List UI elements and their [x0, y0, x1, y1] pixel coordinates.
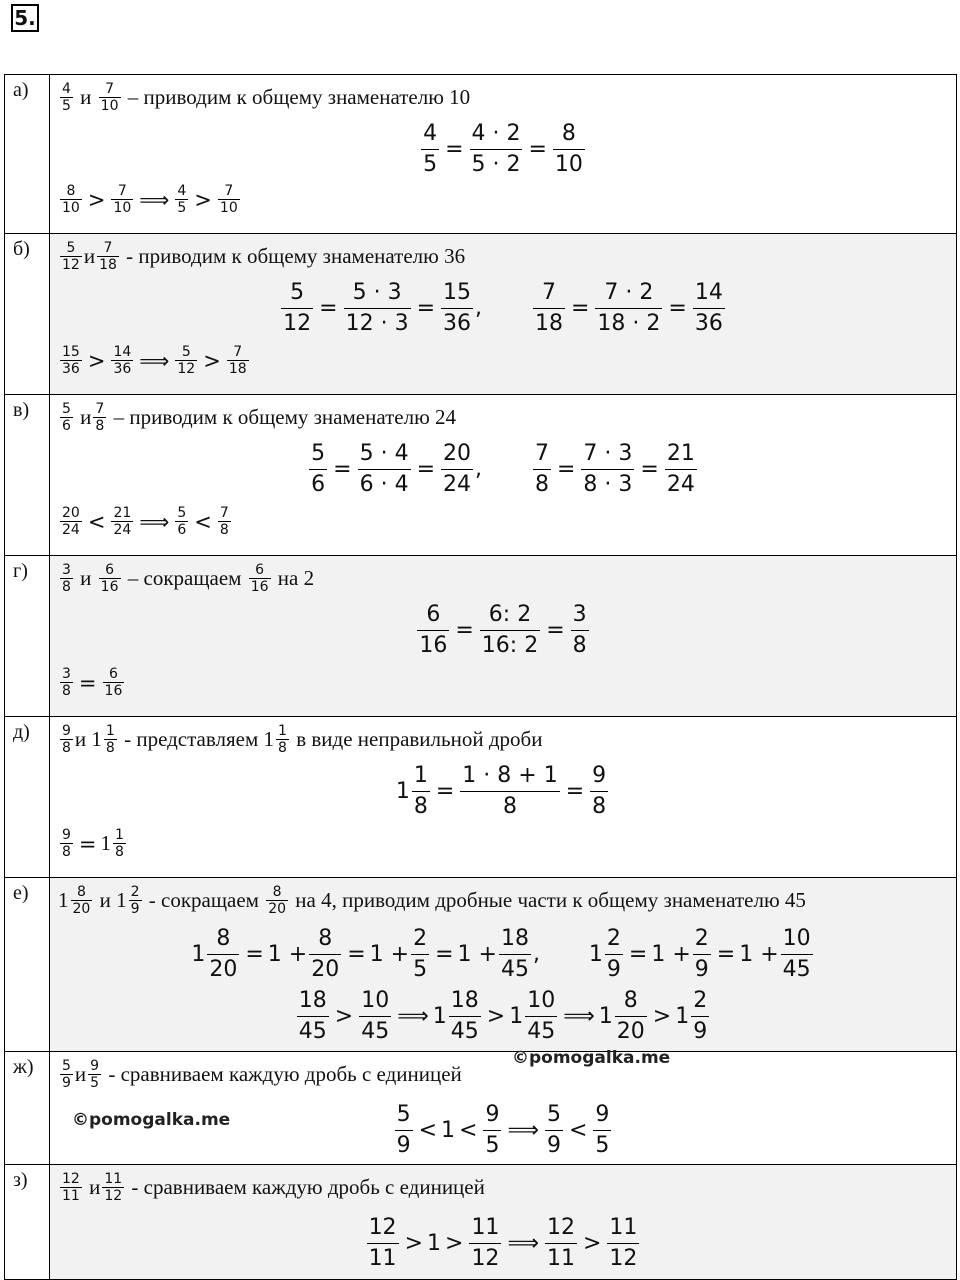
answer-line: $\frac{3}{8}$ = $\frac{6}{16}$	[62, 666, 123, 699]
row-e	[5, 878, 957, 1052]
answer-line: $\frac{20}{24}$ < $\frac{21}{24}$ ⟹ $\frac{5}{6}$ < $\frac{7}{8}$	[62, 505, 229, 538]
row-v	[5, 395, 957, 556]
row-d	[5, 717, 957, 878]
row-label: ж)	[5, 1052, 50, 1165]
row-label: з)	[5, 1165, 50, 1280]
solution-table	[4, 74, 957, 1280]
task-number: 5.	[11, 4, 39, 32]
problem-line: $\frac{9}{8}$ и 1 $\frac{1}{8}$ - представляем 1 $\frac{1}{8}$ в виде неправильной дроби	[62, 723, 543, 756]
calculation: $\frac{5}{6}$ = $\frac{5 \cdot 4}{6 \cdot 4}$ = $\frac{20}{24}$ , $\frac{7}{8}$ = $\frac{7 \cdot 3}{8 \cdot 3}$ = $\frac{21}{24}$	[311, 441, 695, 497]
answer-line: $\frac{9}{8}$ = 1 $\frac{1}{8}$	[62, 827, 124, 860]
problem-line: 1 $\frac{8}{20}$ и 1 $\frac{2}{9}$ - сокращаем $\frac{8}{20}$ на 4, приводим дробные части к общему знаменателю 45	[58, 884, 806, 917]
watermark: ©pomogalka.me	[512, 1048, 671, 1068]
problem-line: $\frac{3}{8}$ и $\frac{6}{16}$ – сокращаем $\frac{6}{16}$ на 2	[62, 562, 315, 595]
row-label: д)	[5, 717, 50, 878]
row-label: г)	[5, 556, 50, 717]
row-g	[5, 556, 957, 717]
watermark: ©pomogalka.me	[72, 1110, 231, 1130]
answer-line: $\frac{12}{11}$ > 1 > $\frac{11}{12}$ ⟹ $\frac{12}{11}$ > $\frac{11}{12}$	[368, 1215, 638, 1271]
row-a	[5, 75, 957, 234]
answer-line: $\frac{8}{10}$ > $\frac{7}{10}$ ⟹ $\frac{4}{5}$ > $\frac{7}{10}$	[62, 183, 238, 216]
calculation: $\frac{5}{12}$ = $\frac{5 \cdot 3}{12 \cdot 3}$ = $\frac{15}{36}$ , $\frac{7}{18}$ = $\frac{7 \cdot 2}{18 \cdot 2}$ = $\frac{14}{36}$	[283, 280, 723, 336]
row-zh	[5, 1052, 957, 1165]
row-b	[5, 234, 957, 395]
problem-line: $\frac{4}{5}$ и $\frac{7}{10}$ – приводим к общему знаменателю 10	[62, 81, 471, 114]
calculation: $\frac{6}{16}$ = $\frac{6: 2}{16: 2}$ = $\frac{3}{8}$	[419, 602, 587, 658]
calculation: 1 $\frac{1}{8}$ = $\frac{1 \cdot 8 + 1}{8}$ = $\frac{9}{8}$	[395, 763, 607, 819]
answer-line: $\frac{5}{9}$ < 1 < $\frac{9}{5}$ ⟹ $\frac{5}{9}$ < $\frac{9}{5}$	[396, 1102, 610, 1158]
answer-line: $\frac{15}{36}$ > $\frac{14}{36}$ ⟹ $\frac{5}{12}$ > $\frac{7}{18}$	[62, 344, 247, 377]
answer-line: $\frac{18}{45}$ > $\frac{10}{45}$ ⟹ 1 $\frac{18}{45}$ > 1 $\frac{10}{45}$ ⟹ 1 $\frac{8}{20}$ > 1 $\frac{2}{9}$	[298, 988, 708, 1044]
row-label: в)	[5, 395, 50, 556]
row-label: а)	[5, 75, 50, 234]
row-label: б)	[5, 234, 50, 395]
problem-line: $\frac{5}{6}$ и $\frac{7}{8}$ – приводим к общему знаменателю 24	[62, 401, 457, 434]
calculation: $\frac{4}{5}$ = $\frac{4 \cdot 2}{5 \cdot 2}$ = $\frac{8}{10}$	[423, 121, 583, 177]
problem-line: $\frac{5}{9}$ и $\frac{9}{5}$ - сравниваем каждую дробь с единицей	[62, 1058, 462, 1091]
problem-line: $\frac{5}{12}$ и $\frac{7}{18}$ - приводим к общему знаменателю 36	[62, 240, 466, 273]
problem-line: $\frac{12}{11}$ и $\frac{11}{12}$ - сравниваем каждую дробь с единицей	[62, 1171, 485, 1204]
calculation: 1 $\frac{8}{20}$ = 1 + $\frac{8}{20}$ = 1 + $\frac{2}{5}$ = 1 + $\frac{18}{45}$ , 1 $\frac{2}{9}$ = 1 + $\frac{2}{9}$ = 1 + $\frac{10}{45}$	[191, 926, 811, 982]
row-z	[5, 1165, 957, 1280]
row-label: е)	[5, 878, 50, 1052]
